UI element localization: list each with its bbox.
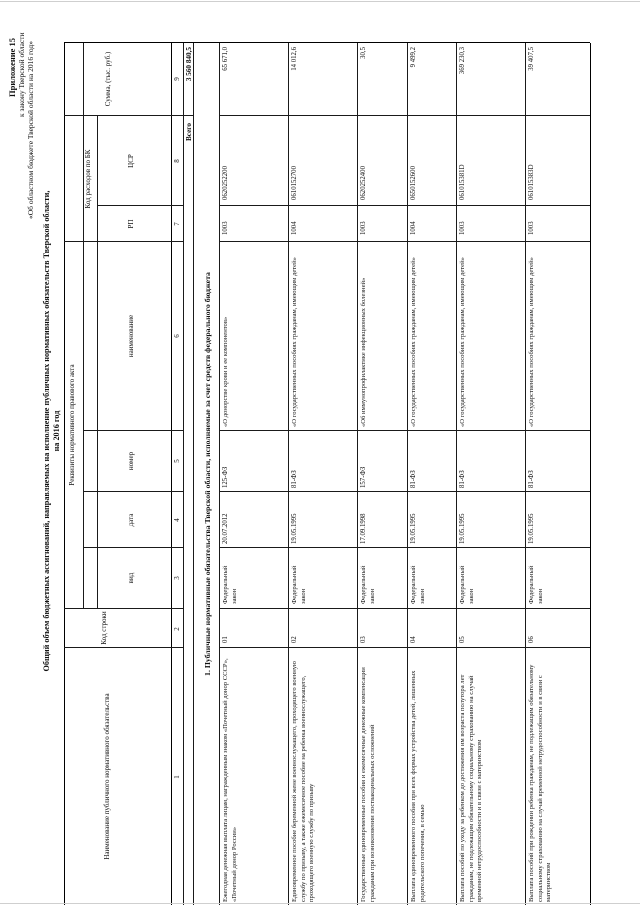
row-act-name: «Об иммунопрофилактике инфекционных болезней» <box>360 277 367 427</box>
header-name: Наименование публичного нормативного обязательства <box>103 693 111 860</box>
row-rp: 1003 <box>360 221 367 235</box>
row-act-number: 81-ФЗ <box>410 470 417 488</box>
total-label: Всего <box>185 123 193 141</box>
row-name: Выплата пособий при рождении ребенка гражданам, не подлежащим обязательному социальному страхованию на случай временной нетрудоспособности и в связи с материнством <box>528 664 553 902</box>
row-act-date: 19.05.1995 <box>291 513 298 544</box>
row-act-kind: Федеральный закон <box>410 565 426 604</box>
row-csr: 0620252200 <box>222 166 229 200</box>
row-rp: 1003 <box>222 221 229 235</box>
row-code: 06 <box>528 636 535 643</box>
row-rp: 1003 <box>528 221 535 235</box>
row-csr: 0610152700 <box>291 166 298 200</box>
appendix-number: Приложение 15 <box>7 37 17 97</box>
row-act-name: «О государственных пособиях гражданам, имеющим детей» <box>291 257 298 427</box>
row-code: 01 <box>222 636 229 643</box>
row-act-kind: Федеральный закон <box>528 565 544 604</box>
total-value: 3 560 840,5 <box>185 47 193 82</box>
document-title-year: на 2016 год <box>52 410 61 452</box>
header-act-number: номер <box>127 451 135 471</box>
row-act-name: «О донорстве крови и ее компонентов» <box>222 316 229 427</box>
col-number-7: 7 <box>173 222 181 226</box>
row-code: 02 <box>291 636 298 643</box>
header-act-group: Реквизиты нормативного правового акта <box>68 364 76 486</box>
row-csr: 0650152600 <box>410 166 417 200</box>
header-sum: Сумма, (тыс. руб.) <box>104 51 112 107</box>
row-code: 03 <box>360 636 367 643</box>
row-rp: 1004 <box>410 221 417 235</box>
row-code: 05 <box>459 636 466 643</box>
header-code: Код строки <box>100 611 108 645</box>
row-name: Выплата единовременного пособия при всех формах устройства детей, лишенных родительского попечения, в семью <box>410 670 426 902</box>
row-act-number: 81-ФЗ <box>459 470 466 488</box>
row-act-name: «О государственных пособиях гражданам, имеющим детей» <box>410 257 417 427</box>
col-number-8: 8 <box>173 159 181 163</box>
row-sum: 14 012,6 <box>291 47 298 71</box>
row-act-date: 19.05.1995 <box>410 513 417 544</box>
row-act-number: 157-ФЗ <box>360 466 367 488</box>
appendix-line1: к закону Тверской области <box>17 32 26 117</box>
row-act-kind: Федеральный закон <box>222 565 238 604</box>
row-act-number: 81-ФЗ <box>291 470 298 488</box>
row-csr: 0620252400 <box>360 166 367 200</box>
row-name: Выплата пособий по уходу за ребенком до достижения им возраста полутора лет гражданам, не подлежащим обязательному социальному страхованию на случай временной нетрудоспособности и в связи с материнством <box>459 674 484 902</box>
row-code: 04 <box>410 636 417 643</box>
row-sum: 39 407,5 <box>528 47 535 71</box>
row-act-number: 125-ФЗ <box>222 466 229 488</box>
row-act-kind: Федеральный закон <box>291 565 307 604</box>
header-bk-group: Код расходов по БК <box>84 149 92 209</box>
col-number-9: 9 <box>173 77 181 81</box>
row-sum: 65 671,0 <box>222 47 229 71</box>
header-act-date: дата <box>127 513 135 527</box>
row-act-date: 19.05.1995 <box>528 513 535 544</box>
row-rp: 1004 <box>291 221 298 235</box>
row-csr: 061015383D <box>528 164 535 200</box>
scan-edge-bottom <box>0 903 640 904</box>
row-act-name: «О государственных пособиях гражданам, имеющим детей» <box>459 257 466 427</box>
col-number-5: 5 <box>173 459 181 463</box>
row-name: Государственные единовременные пособия и ежемесячные денежные компенсации гражданам при возникновении поствакцинальных осложнений <box>360 667 376 902</box>
row-sum: 30,5 <box>360 47 367 59</box>
scan-edge-top <box>0 1 640 2</box>
section-title: 1. Публичные нормативные обязательства Тверской области, исполняемые за счет средств федерального бюджета <box>203 272 212 676</box>
row-name: Единовременное пособие беременной жене военнослужащего, проходящего военную службу по призыву, а также ежемесячное пособие на ребенка военнослужащего, проходящего военную службу по призыву <box>291 661 316 902</box>
row-act-date: 20.07.2012 <box>222 513 229 544</box>
row-act-number: 81-ФЗ <box>528 470 535 488</box>
row-name: Ежегодная денежная выплата лицам, награжденным знаком «Почетный донор СССР», «Почетный донор России» <box>222 658 238 902</box>
document-title: Общий объем бюджетных ассигнований, направляемых на исполнение публичных нормативных обязательств Тверской области, <box>42 190 51 672</box>
row-act-kind: Федеральный закон <box>360 565 376 604</box>
header-act-kind: вид <box>127 572 135 584</box>
row-act-name: «О государственных пособиях гражданам, имеющим детей» <box>528 257 535 427</box>
col-number-1: 1 <box>173 775 181 779</box>
row-csr: 061015381D <box>459 164 466 200</box>
col-number-2: 2 <box>173 627 181 631</box>
row-sum: 9 499,2 <box>410 47 417 68</box>
header-rp: РП <box>127 219 135 229</box>
row-sum: 369 230,3 <box>459 47 466 75</box>
header-act-name: наименование <box>127 314 135 358</box>
row-act-kind: Федеральный закон <box>459 565 475 604</box>
header-csr: ЦСР <box>127 154 135 168</box>
appendix-line2: «Об областном бюджете Тверской области на 2016 год» <box>26 41 35 219</box>
col-number-6: 6 <box>173 334 181 338</box>
row-act-date: 19.05.1995 <box>459 513 466 544</box>
row-act-date: 17.09.1998 <box>360 513 367 544</box>
row-rp: 1003 <box>459 221 466 235</box>
col-number-3: 3 <box>173 576 181 580</box>
col-number-4: 4 <box>173 518 181 522</box>
